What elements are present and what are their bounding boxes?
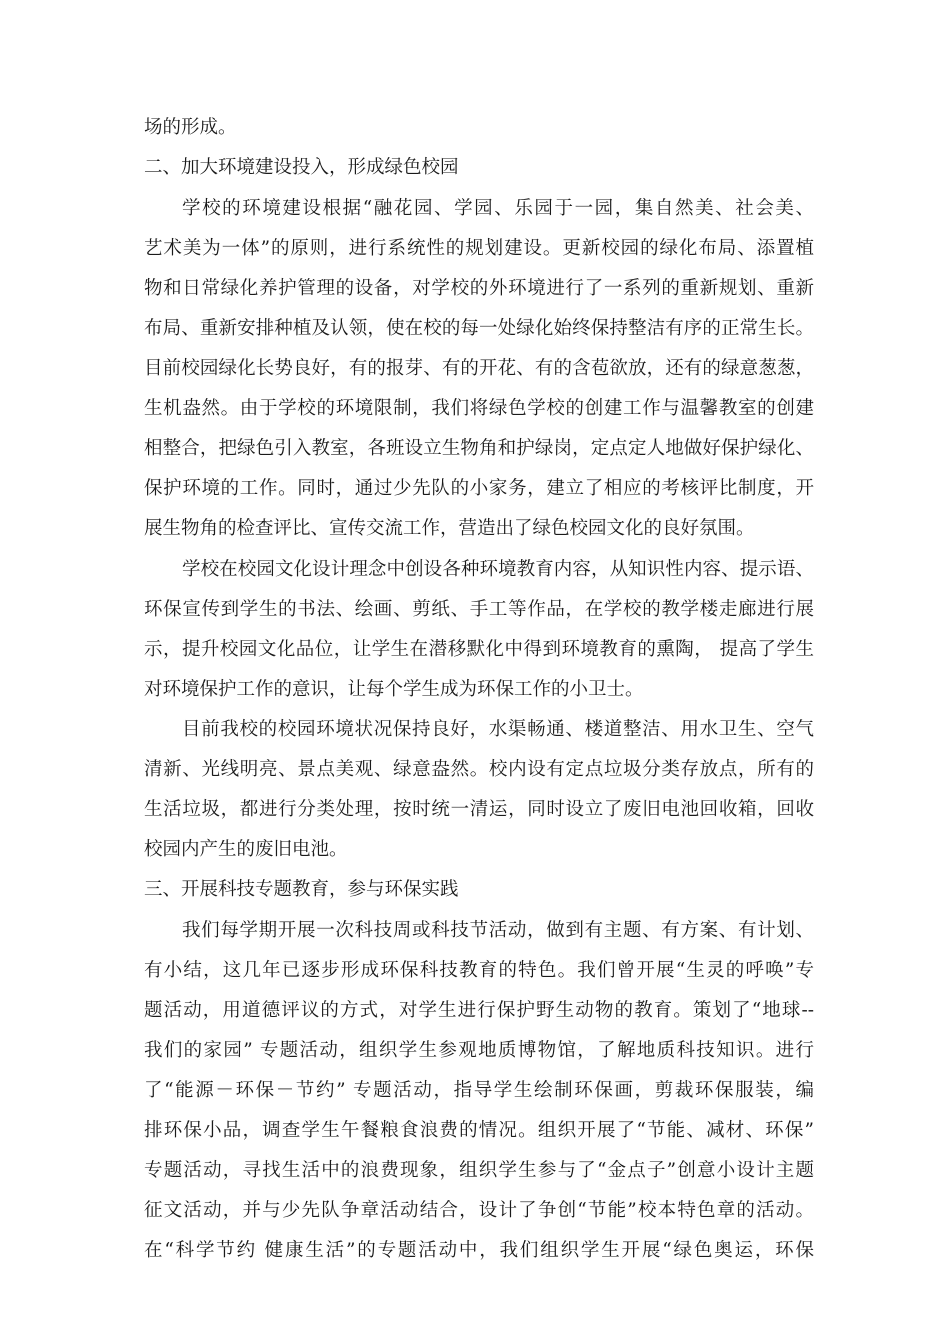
text-line: 相整合，把绿色引入教室，各班设立生物角和护绿岗，定点定人地做好保护绿化、 xyxy=(144,438,814,459)
text-line: 目前校园绿化长势良好，有的报芽、有的开花、有的含苞欲放，还有的绿意葱葱， xyxy=(144,358,814,379)
text-line: 专题活动，寻找生活中的浪费现象，组织学生参与了“金点子”创意小设计主题 xyxy=(144,1160,814,1181)
text-line: 目前我校的校园环境状况保持良好，水渠畅通、楼道整洁、用水卫生、空气 xyxy=(182,719,814,740)
text-line: 我们的家园” 专题活动，组织学生参观地质博物馆，了解地质科技知识。进行 xyxy=(144,1040,814,1061)
text-line: 对环境保护工作的意识，让每个学生成为环保工作的小卫士。 xyxy=(144,679,644,700)
text-line: 学校在校园文化设计理念中创设各种环境教育内容，从知识性内容、提示语、 xyxy=(182,559,814,580)
text-line: 了“能源－环保－节约” 专题活动，指导学生绘制环保画，剪裁环保服装，编 xyxy=(144,1080,814,1101)
text-line: 示，提升校园文化品位，让学生在潜移默化中得到环境教育的熏陶， 提高了学生 xyxy=(144,639,814,660)
text-line: 艺术美为一体”的原则，进行系统性的规划建设。更新校园的绿化布局、添置植 xyxy=(144,238,814,259)
text-line: 排环保小品，调查学生午餐粮食浪费的情况。组织开展了“节能、减材、环保” xyxy=(144,1120,814,1141)
text-line: 有小结，这几年已逐步形成环保科技教育的特色。我们曾开展“生灵的呼唤”专 xyxy=(144,960,814,981)
text-line: 清新、光线明亮、景点美观、绿意盎然。校内设有定点垃圾分类存放点，所有的 xyxy=(144,759,814,780)
text-line: 我们每学期开展一次科技周或科技节活动，做到有主题、有方案、有计划、 xyxy=(182,920,814,941)
text-line: 环保宣传到学生的书法、绘画、剪纸、手工等作品，在学校的教学楼走廊进行展 xyxy=(144,599,814,620)
text-line: 展生物角的检查评比、宣传交流工作，营造出了绿色校园文化的良好氛围。 xyxy=(144,518,755,539)
text-line: 生机盎然。由于学校的环境限制，我们将绿色学校的创建工作与温馨教室的创建 xyxy=(144,398,814,419)
text-line: 征文活动，并与少先队争章活动结合，设计了争创“节能”校本特色章的活动。 xyxy=(144,1200,814,1221)
text-line: 场的形成。 xyxy=(144,117,237,138)
text-line: 学校的环境建设根据“融花园、学园、乐园于一园，集自然美、社会美、 xyxy=(182,198,814,219)
text-line: 题活动，用道德评议的方式，对学生进行保护野生动物的教育。策划了“地球-- xyxy=(144,1000,814,1021)
text-line: 生活垃圾，都进行分类处理，按时统一清运，同时设立了废旧电池回收箱，回收 xyxy=(144,799,814,820)
section-heading: 三、开展科技专题教育，参与环保实践 xyxy=(144,879,459,900)
text-line: 在“科学节约 健康生活”的专题活动中，我们组织学生开展“绿色奥运，环保 xyxy=(144,1240,814,1261)
text-line: 布局、重新安排种植及认领，使在校的每一处绿化始终保持整洁有序的正常生长。 xyxy=(144,318,814,339)
section-heading: 二、加大环境建设投入，形成绿色校园 xyxy=(144,157,459,178)
text-line: 校园内产生的废旧电池。 xyxy=(144,839,348,860)
text-line: 物和日常绿化养护管理的设备，对学校的外环境进行了一系列的重新规划、重新 xyxy=(144,278,814,299)
text-line: 保护环境的工作。同时，通过少先队的小家务，建立了相应的考核评比制度，开 xyxy=(144,478,814,499)
